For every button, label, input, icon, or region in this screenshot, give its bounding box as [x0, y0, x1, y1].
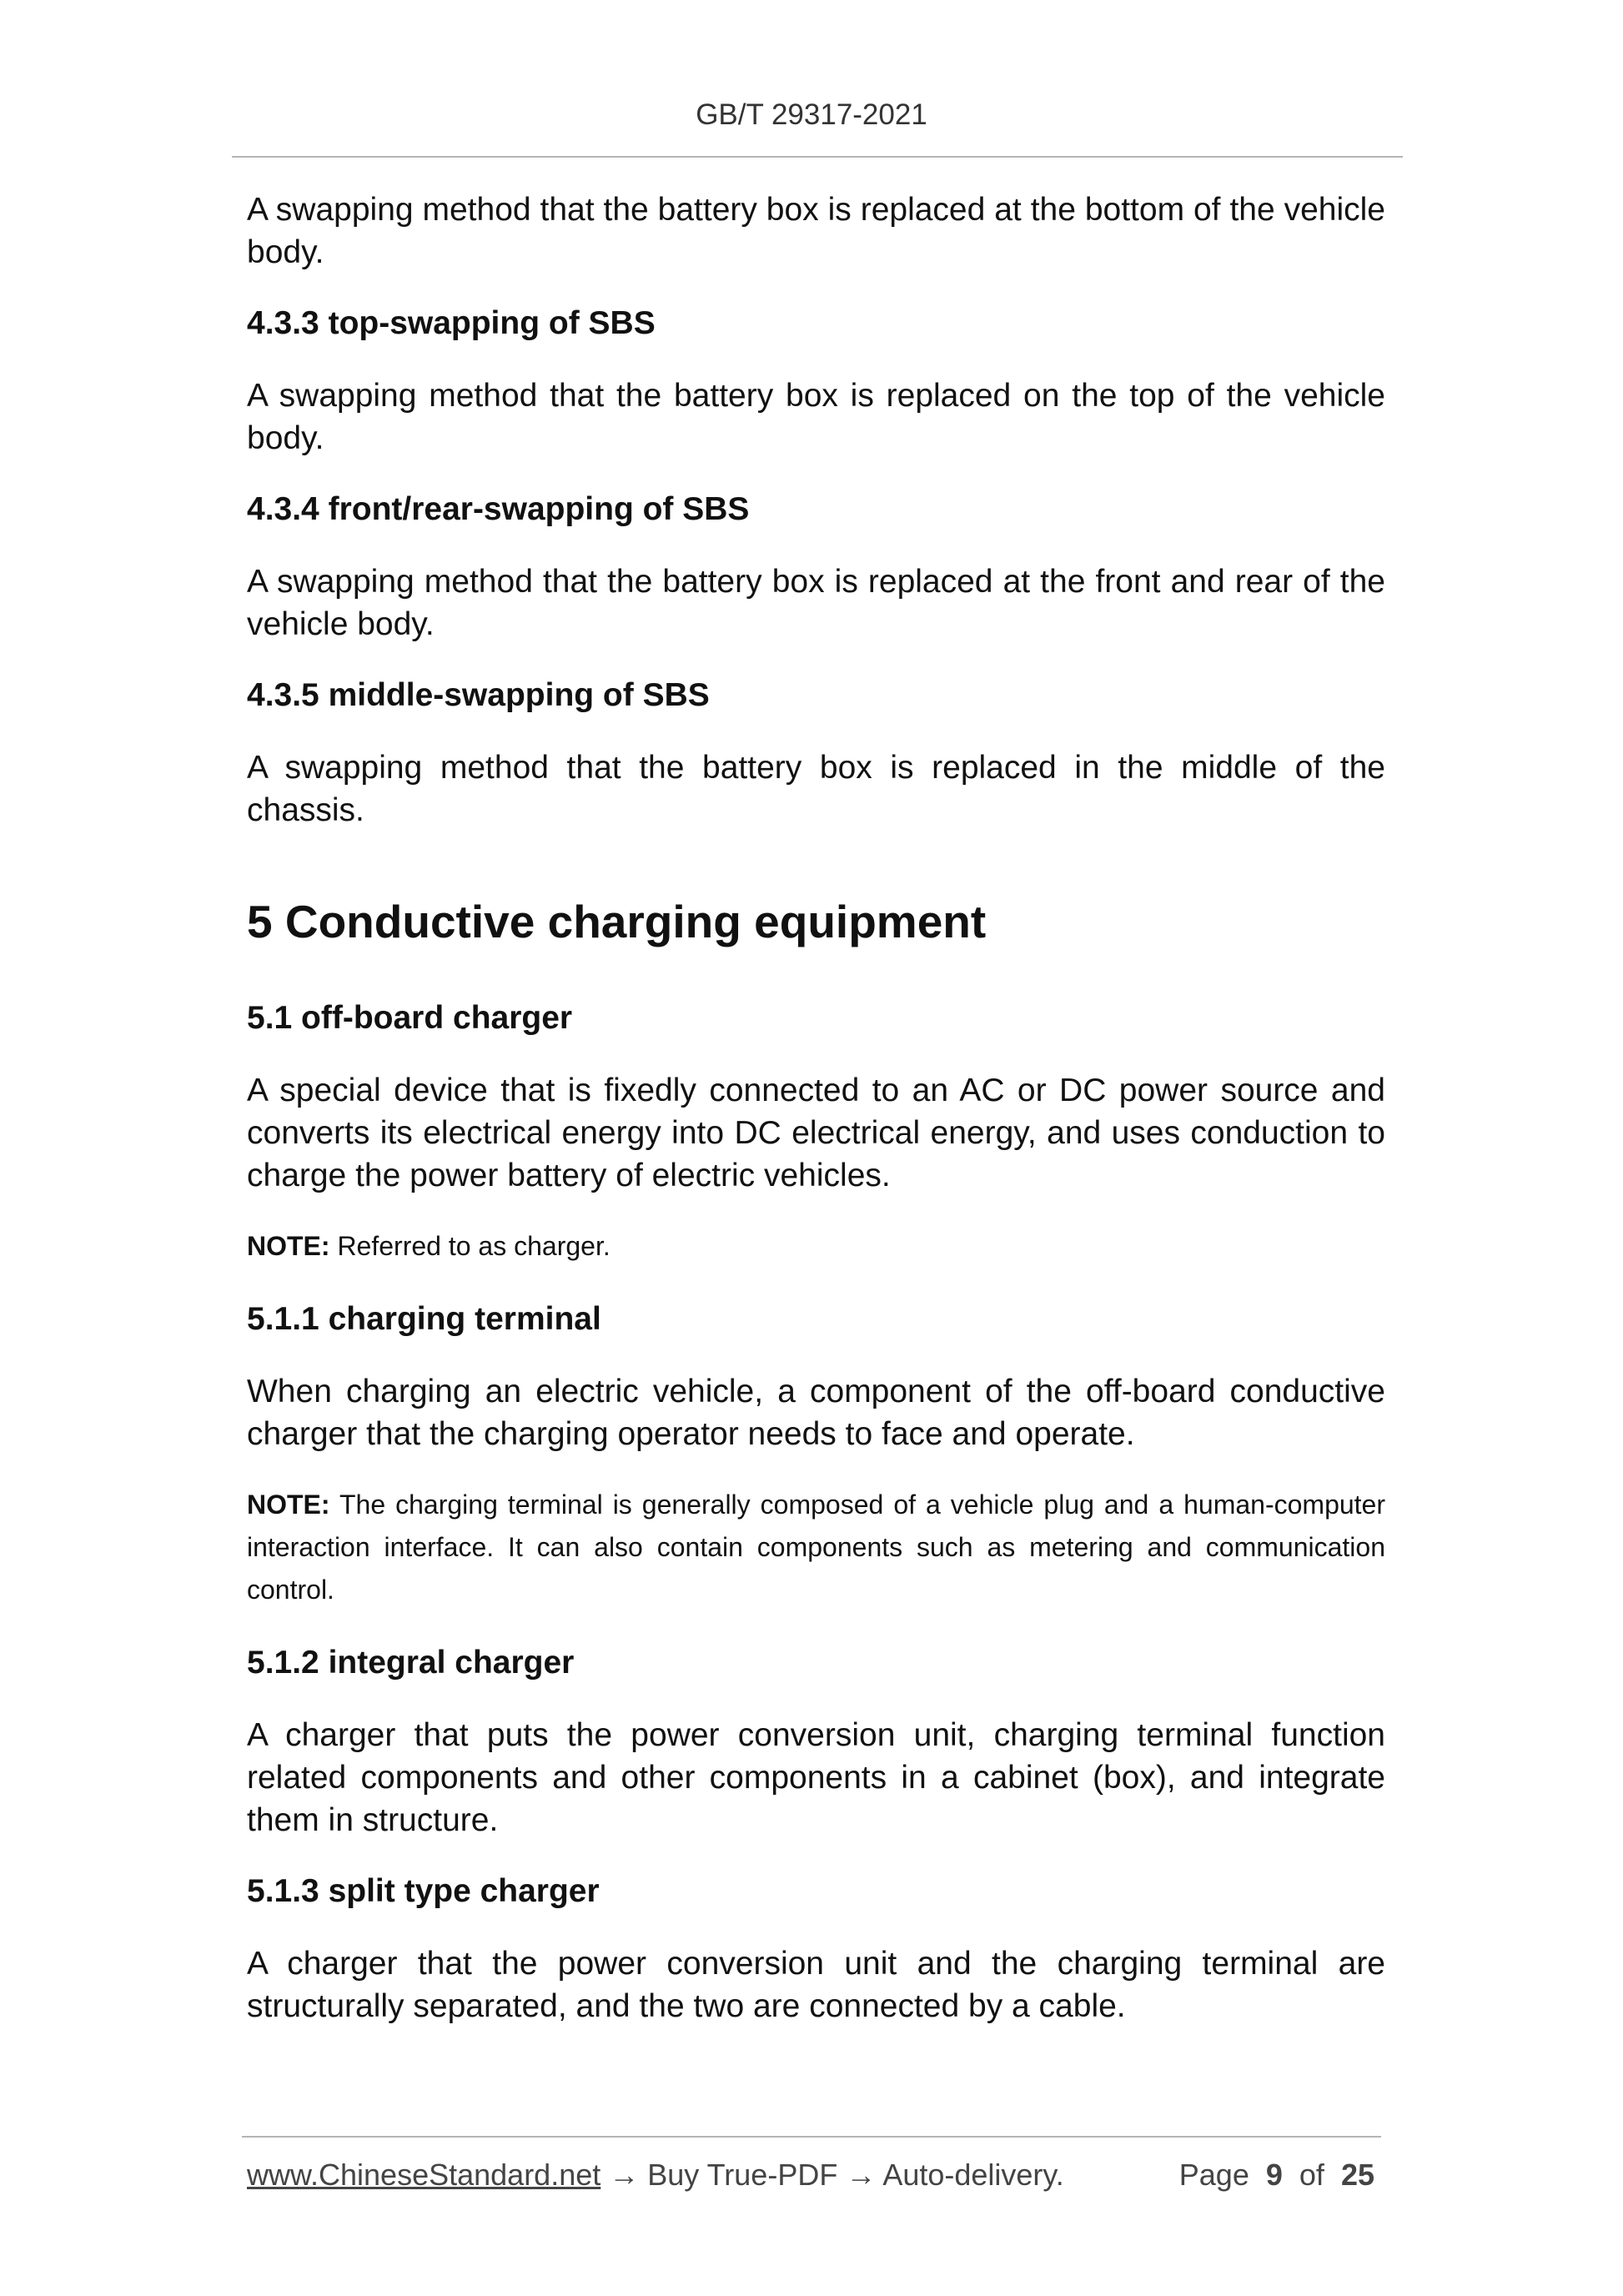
note-label: NOTE: [247, 1231, 330, 1261]
page-total: 25 [1340, 2158, 1374, 2192]
paragraph-4-3-2-definition: A swapping method that the battery box is replaced at the bottom of the vehicle body. [247, 192, 1385, 270]
of-word: of [1299, 2158, 1324, 2192]
paragraph-5-1-2-definition: A charger that puts the power conversion unit, charging terminal function related components and other components in a cabinet (box), and integrate them in structure. [247, 1717, 1385, 1838]
paragraph-5-1-1-definition: When charging an electric vehicle, a component of the off-board conductive charger that the charging operator needs to face and operate. [247, 1374, 1385, 1452]
page-indicator [1179, 2158, 1374, 2193]
note-label: NOTE: [247, 1490, 330, 1520]
note-5-1 [247, 1225, 1385, 1268]
paragraph-5-1-3-definition: A charger that the power conversion unit and the charging terminal are structurally separated, and the two are connected by a cable. [247, 1946, 1385, 2024]
term-heading-5-1-1: 5.1.1 charging terminal [247, 1301, 601, 1337]
paragraph-4-3-3-definition: A swapping method that the battery box is replaced on the top of the vehicle body. [247, 378, 1385, 456]
page-word: Page [1178, 2158, 1249, 2192]
document-header-title: GB/T 29317-2021 [696, 98, 927, 131]
website-link[interactable]: www.ChineseStandard.net [247, 2158, 601, 2192]
paragraph-4-3-5-definition: A swapping method that the battery box is replaced in the middle of the chassis. [247, 750, 1385, 828]
section-heading-5: 5 Conductive charging equipment [247, 896, 987, 947]
footer-promo-text: → Buy True-PDF → Auto-delivery. [600, 2158, 1064, 2192]
footer-divider [242, 2136, 1381, 2138]
term-heading-4-3-5: 4.3.5 middle-swapping of SBS [247, 677, 710, 713]
term-heading-4-3-3: 4.3.3 top-swapping of SBS [247, 305, 656, 341]
document-body [247, 188, 1385, 2056]
note-text: Referred to as charger. [337, 1231, 611, 1261]
note-text: The charging terminal is generally composed of a vehicle plug and a human-computer interaction interface. It can also contain components such as metering and communication control. [247, 1490, 1386, 1605]
paragraph-4-3-4-definition: A swapping method that the battery box is replaced at the front and rear of the vehicle body. [247, 564, 1385, 642]
note-5-1-1 [247, 1484, 1385, 1611]
page-number: 9 [1265, 2158, 1283, 2192]
term-heading-5-1-3: 5.1.3 split type charger [247, 1873, 600, 1909]
header-divider [232, 156, 1403, 158]
paragraph-5-1-definition: A special device that is fixedly connected to an AC or DC power source and converts its electrical energy into DC electrical energy, and uses conduction to charge the power battery of electric vehicles. [247, 1073, 1385, 1193]
term-heading-4-3-4: 4.3.4 front/rear-swapping of SBS [247, 491, 750, 527]
term-heading-5-1: 5.1 off-board charger [247, 1000, 573, 1036]
term-heading-5-1-2: 5.1.2 integral charger [247, 1645, 575, 1681]
footer-promo [247, 2158, 1064, 2193]
